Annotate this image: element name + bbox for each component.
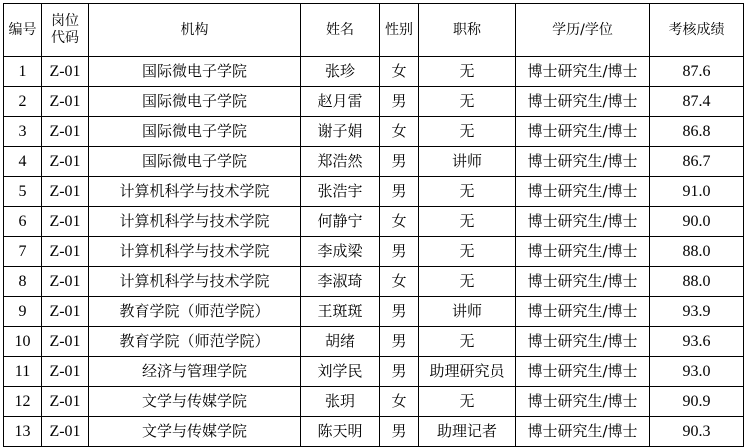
cell-org: 国际微电子学院	[89, 57, 301, 87]
cell-name: 张玥	[301, 387, 380, 417]
cell-position-code: Z-01	[42, 387, 89, 417]
cell-org: 计算机科学与技术学院	[89, 237, 301, 267]
cell-degree: 博士研究生/博士	[516, 297, 650, 327]
cell-name: 赵月雷	[301, 87, 380, 117]
cell-position-code: Z-01	[42, 417, 89, 447]
cell-no: 13	[4, 417, 42, 447]
table-row	[4, 267, 744, 297]
cell-degree: 博士研究生/博士	[516, 87, 650, 117]
cell-org: 教育学院（师范学院）	[89, 327, 301, 357]
cell-title: 讲师	[419, 147, 516, 177]
cell-org: 国际微电子学院	[89, 147, 301, 177]
cell-gender: 男	[380, 357, 419, 387]
cell-gender: 女	[380, 117, 419, 147]
cell-degree: 博士研究生/博士	[516, 207, 650, 237]
header-row	[4, 4, 744, 57]
cell-degree: 博士研究生/博士	[516, 177, 650, 207]
cell-name: 张浩宇	[301, 177, 380, 207]
cell-position-code: Z-01	[42, 357, 89, 387]
header-code-line1: 岗位	[51, 13, 79, 29]
cell-degree: 博士研究生/博士	[516, 267, 650, 297]
table-row	[4, 117, 744, 147]
cell-title: 无	[419, 87, 516, 117]
cell-name: 陈天明	[301, 417, 380, 447]
cell-no: 10	[4, 327, 42, 357]
cell-score: 90.9	[650, 387, 744, 417]
header-org: 机构	[89, 4, 301, 57]
cell-title: 无	[419, 117, 516, 147]
cell-degree: 博士研究生/博士	[516, 387, 650, 417]
cell-org: 文学与传媒学院	[89, 417, 301, 447]
table-row	[4, 57, 744, 87]
cell-gender: 男	[380, 177, 419, 207]
cell-no: 2	[4, 87, 42, 117]
cell-title: 助理研究员	[419, 357, 516, 387]
cell-gender: 男	[380, 87, 419, 117]
cell-gender: 男	[380, 417, 419, 447]
cell-position-code: Z-01	[42, 267, 89, 297]
cell-degree: 博士研究生/博士	[516, 117, 650, 147]
cell-score: 93.6	[650, 327, 744, 357]
candidate-score-table	[3, 3, 744, 447]
cell-title: 无	[419, 207, 516, 237]
cell-degree: 博士研究生/博士	[516, 417, 650, 447]
cell-position-code: Z-01	[42, 177, 89, 207]
table-row	[4, 417, 744, 447]
cell-title: 无	[419, 327, 516, 357]
cell-score: 87.4	[650, 87, 744, 117]
header-position-code	[42, 4, 89, 57]
header-code-line2: 代码	[51, 30, 79, 46]
cell-position-code: Z-01	[42, 297, 89, 327]
cell-org: 计算机科学与技术学院	[89, 177, 301, 207]
cell-name: 胡绪	[301, 327, 380, 357]
cell-score: 93.0	[650, 357, 744, 387]
header-degree: 学历/学位	[516, 4, 650, 57]
cell-position-code: Z-01	[42, 237, 89, 267]
cell-gender: 女	[380, 207, 419, 237]
cell-degree: 博士研究生/博士	[516, 237, 650, 267]
cell-no: 7	[4, 237, 42, 267]
cell-score: 91.0	[650, 177, 744, 207]
cell-no: 6	[4, 207, 42, 237]
header-gender: 性别	[380, 4, 419, 57]
cell-title: 无	[419, 387, 516, 417]
cell-degree: 博士研究生/博士	[516, 357, 650, 387]
cell-score: 87.6	[650, 57, 744, 87]
cell-no: 3	[4, 117, 42, 147]
cell-degree: 博士研究生/博士	[516, 147, 650, 177]
cell-no: 4	[4, 147, 42, 177]
cell-position-code: Z-01	[42, 87, 89, 117]
table-row	[4, 327, 744, 357]
table-row	[4, 147, 744, 177]
cell-org: 教育学院（师范学院）	[89, 297, 301, 327]
cell-org: 计算机科学与技术学院	[89, 267, 301, 297]
cell-score: 88.0	[650, 237, 744, 267]
cell-no: 11	[4, 357, 42, 387]
table-row	[4, 207, 744, 237]
cell-position-code: Z-01	[42, 327, 89, 357]
header-score: 考核成绩	[650, 4, 744, 57]
cell-title: 无	[419, 267, 516, 297]
table-row	[4, 237, 744, 267]
cell-score: 93.9	[650, 297, 744, 327]
cell-name: 何静宁	[301, 207, 380, 237]
cell-score: 86.7	[650, 147, 744, 177]
cell-gender: 女	[380, 57, 419, 87]
cell-name: 李淑琦	[301, 267, 380, 297]
cell-no: 8	[4, 267, 42, 297]
table-body	[4, 57, 744, 447]
table-row	[4, 87, 744, 117]
header-title: 职称	[419, 4, 516, 57]
cell-gender: 男	[380, 237, 419, 267]
cell-name: 王斑斑	[301, 297, 380, 327]
cell-no: 9	[4, 297, 42, 327]
table-row	[4, 357, 744, 387]
cell-title: 无	[419, 177, 516, 207]
cell-score: 90.0	[650, 207, 744, 237]
cell-position-code: Z-01	[42, 57, 89, 87]
table-row	[4, 297, 744, 327]
cell-title: 无	[419, 57, 516, 87]
cell-degree: 博士研究生/博士	[516, 57, 650, 87]
cell-org: 经济与管理学院	[89, 357, 301, 387]
table-row	[4, 177, 744, 207]
cell-title: 无	[419, 237, 516, 267]
cell-position-code: Z-01	[42, 117, 89, 147]
cell-no: 12	[4, 387, 42, 417]
cell-title: 讲师	[419, 297, 516, 327]
cell-name: 郑浩然	[301, 147, 380, 177]
cell-org: 文学与传媒学院	[89, 387, 301, 417]
cell-degree: 博士研究生/博士	[516, 327, 650, 357]
header-no: 编号	[4, 4, 42, 57]
cell-gender: 男	[380, 147, 419, 177]
cell-org: 国际微电子学院	[89, 87, 301, 117]
cell-gender: 女	[380, 387, 419, 417]
cell-score: 88.0	[650, 267, 744, 297]
cell-org: 国际微电子学院	[89, 117, 301, 147]
cell-gender: 男	[380, 297, 419, 327]
cell-no: 5	[4, 177, 42, 207]
cell-gender: 男	[380, 327, 419, 357]
cell-name: 刘学民	[301, 357, 380, 387]
cell-no: 1	[4, 57, 42, 87]
header-name: 姓名	[301, 4, 380, 57]
cell-name: 谢子娟	[301, 117, 380, 147]
cell-name: 李成梁	[301, 237, 380, 267]
cell-position-code: Z-01	[42, 207, 89, 237]
cell-score: 86.8	[650, 117, 744, 147]
cell-title: 助理记者	[419, 417, 516, 447]
cell-position-code: Z-01	[42, 147, 89, 177]
cell-name: 张珍	[301, 57, 380, 87]
cell-gender: 女	[380, 267, 419, 297]
table-row	[4, 387, 744, 417]
cell-score: 90.3	[650, 417, 744, 447]
cell-org: 计算机科学与技术学院	[89, 207, 301, 237]
